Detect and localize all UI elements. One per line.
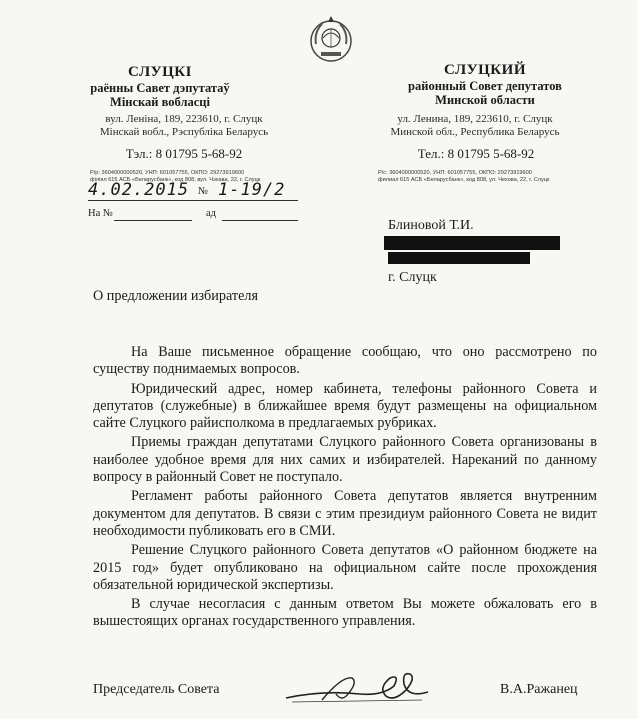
paragraph-5: Решение Слуцкого районного Совета депутатов «О районном бюджете на 2015 год» будет опубликовано на официальном сайте после прохождения обязательной юридической экспертизы. bbox=[93, 542, 597, 593]
paragraph-1: На Ваше письменное обращение сообщаю, что оно рассмотрено по существу поднимаемых вопросов. bbox=[93, 344, 597, 378]
redacted-address-line1 bbox=[384, 236, 560, 250]
right-address-line2: Минской обл., Республика Беларусь bbox=[390, 126, 560, 138]
right-address-line1: ул. Ленина, 189, 223610, г. Слуцк bbox=[397, 113, 553, 125]
redacted-address-line2 bbox=[388, 252, 530, 264]
left-header-line1: раённы Савет дэпутатаў bbox=[90, 81, 230, 95]
left-bank-line1: Р/р: 3604000000520, УНП: 601057755, ОКПО: 29273919600 bbox=[90, 170, 245, 176]
right-bank-line1: Р/с: 3604000000520, УНП: 601057755, ОКПО: 29273919600 bbox=[378, 170, 532, 176]
right-bank-line2: филиал 615 АСБ «Беларусбанк», код 808, ул. Чехова, 22, г. Слуцк bbox=[378, 177, 550, 183]
right-header-title: СЛУЦКИЙ bbox=[443, 62, 527, 78]
signatory-name: В.А.Ражанец bbox=[500, 682, 578, 697]
left-bank-line2: філіял 615 АСБ «Беларусбанк», код 808, вул. Чэхава, 22, г. Слуцк bbox=[90, 177, 261, 183]
registration-number-sign: № bbox=[198, 186, 209, 197]
left-address-line2: Мінскай вобл., Рэспубліка Беларусь bbox=[99, 126, 269, 138]
left-address-line1: вул. Леніна, 189, 223610, г. Слуцк bbox=[105, 113, 263, 125]
letter-body bbox=[93, 344, 597, 633]
left-address bbox=[74, 113, 294, 139]
right-phone: Тел.: 8 01795 5-68-92 bbox=[417, 146, 535, 161]
signatory-position: Председатель Совета bbox=[93, 682, 220, 697]
reference-label: На № bbox=[88, 208, 113, 219]
left-header bbox=[80, 64, 240, 109]
state-emblem bbox=[308, 14, 354, 64]
reference-date-blank bbox=[222, 220, 298, 221]
paragraph-2: Юридический адрес, номер кабинета, телефоны районного Совета и депутатов (служебные) в ближайшее время будут размещены на официальном сайте Слуцкого райисполкома в предлагаемых рубриках. bbox=[93, 380, 597, 432]
recipient-city: г. Слуцк bbox=[388, 270, 437, 285]
recipient-name: Блиновой Т.И. bbox=[388, 218, 474, 233]
right-header bbox=[380, 62, 590, 107]
left-header-line2: Мінскай вобласці bbox=[110, 95, 210, 109]
letter-subject: О предложении избирателя bbox=[93, 288, 258, 304]
handwritten-signature bbox=[282, 664, 432, 708]
right-header-line1: районный Совет депутатов bbox=[408, 79, 562, 93]
registration-number: 1-19/2 bbox=[218, 180, 286, 200]
emblem-icon bbox=[308, 14, 354, 64]
registration-line bbox=[88, 182, 298, 201]
paragraph-6: В случае несогласия с данным ответом Вы можете обжаловать его в вышестоящих органах государственного управления. bbox=[93, 596, 597, 630]
registration-date: 4.02.2015 bbox=[88, 180, 190, 200]
left-phone: Тэл.: 8 01795 5-68-92 bbox=[125, 146, 243, 161]
right-address bbox=[365, 113, 585, 139]
paragraph-3: Приемы граждан депутатами Слуцкого районного Совета организованы в наиболее удобное время для них самих и избирателей. Нареканий по данному вопросу в районный Совет не поступало. bbox=[93, 434, 597, 486]
reference-line bbox=[88, 208, 298, 222]
paragraph-4: Регламент работы районного Совета депутатов является внутренним документом для депутатов. В связи с этим президиум районного Совета не видит необходимости публиковать его в СМИ. bbox=[93, 488, 597, 539]
right-header-line2: Минской области bbox=[435, 93, 535, 107]
left-header-title: СЛУЦКІ bbox=[127, 64, 193, 80]
reference-date-label: ад bbox=[206, 208, 217, 219]
reference-blank bbox=[114, 220, 192, 221]
right-bank bbox=[378, 170, 608, 184]
